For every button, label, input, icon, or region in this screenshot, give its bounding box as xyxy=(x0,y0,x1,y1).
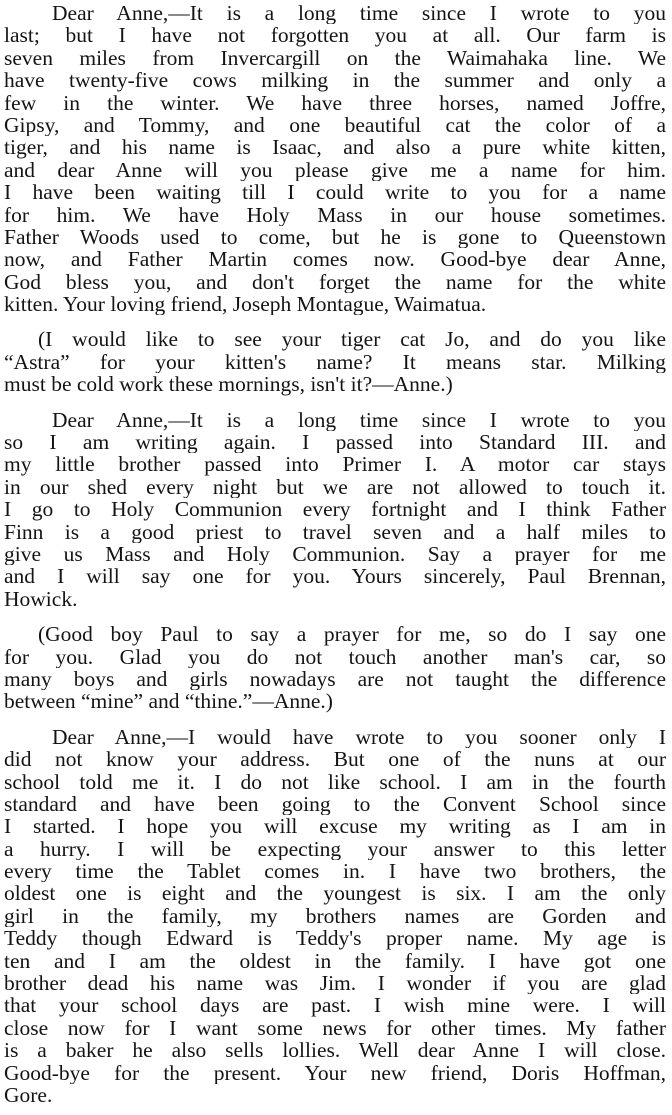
text-line: kitten. Your loving friend, Joseph Montague, Waimatua. xyxy=(4,293,487,316)
text-line: “Astra” for your kitten's name? It means star. Milking xyxy=(4,350,666,374)
text-line: standard and have been going to the Convent School since xyxy=(4,792,666,816)
text-line: (I would like to see your tiger cat Jo, and do you like xyxy=(38,328,666,351)
text-line: every time the Tablet comes in. I have two brothers, the xyxy=(4,860,666,883)
text-line: close now for I want some news for other times. My father xyxy=(4,1016,666,1040)
text-line: seven miles from Invercargill on the Waimahaka line. We xyxy=(4,46,666,70)
text-line: few in the winter. We have three horses, named Joffre, xyxy=(4,91,666,114)
text-line: and I will say one for you. Yours sincerely, Paul Brennan, xyxy=(4,565,666,588)
text-line: last; but I have not forgotten you at all. Our farm is xyxy=(4,24,666,47)
reply-to-paul xyxy=(4,623,666,713)
reply-to-joseph xyxy=(4,328,666,395)
text-line: Good-bye for the present. Your new friend, Doris Hoffman, xyxy=(4,1061,666,1084)
text-line: tiger, and his name is Isaac, and also a pure white kitten, xyxy=(4,136,666,159)
text-line: that your school days are past. I wish mine were. I will xyxy=(4,994,666,1017)
text-line: oldest one is eight and the youngest is six. I am the only xyxy=(4,882,666,905)
text-line: Finn is a good priest to travel seven and a half miles to xyxy=(4,520,666,543)
text-line: now, and Father Martin comes now. Good-bye dear Anne, xyxy=(4,248,666,271)
text-line: must be cold work these mornings, isn't it?—Anne.) xyxy=(4,373,453,396)
text-line: girl in the family, my brothers names are Gorden and xyxy=(4,904,666,928)
text-line: between “mine” and “thine.”—Anne.) xyxy=(4,690,333,713)
text-line: a hurry. I will be expecting your answer to this letter xyxy=(4,837,666,861)
text-line: have twenty-five cows milking in the summer and only a xyxy=(4,69,666,92)
text-line: and dear Anne will you please give me a name for him. xyxy=(4,158,666,182)
letter-paul-brennan xyxy=(4,409,666,611)
letter-doris-hoffman xyxy=(4,726,666,1107)
text-line: I go to Holy Communion every fortnight and I think Father xyxy=(4,498,666,521)
text-line: ten and I am the oldest in the family. I have got one xyxy=(4,949,666,973)
text-line: give us Mass and Holy Communion. Say a prayer for me xyxy=(4,542,666,566)
text-line: Dear Anne,—I would have wrote to you sooner only I xyxy=(52,725,666,749)
text-line: Howick. xyxy=(4,587,78,611)
text-line: (Good boy Paul to say a prayer for me, so do I say one xyxy=(38,623,666,646)
text-line: I started. I hope you will excuse my writing as I am in xyxy=(4,815,666,838)
letter-joseph-montague xyxy=(4,2,666,315)
text-line: Dear Anne,—It is a long time since I wrote to you xyxy=(52,2,666,25)
text-line: is a baker he also sells lollies. Well dear Anne I will close. xyxy=(4,1039,666,1062)
text-line: my little brother passed into Primer I. A motor car stays xyxy=(4,453,666,476)
text-line: school told me it. I do not like school. I am in the fourth xyxy=(4,770,666,793)
text-line: God bless you, and don't forget the name for the white xyxy=(4,270,666,294)
text-line: for him. We have Holy Mass in our house sometimes. xyxy=(4,203,666,226)
text-line: Father Woods used to come, but he is gone to Queenstown xyxy=(4,225,666,249)
text-line: in our shed every night but we are not allowed to touch it. xyxy=(4,475,666,499)
text-line: many boys and girls nowadays are not taught the difference xyxy=(4,667,666,691)
text-line: Gipsy, and Tommy, and one beautiful cat the color of a xyxy=(4,113,666,137)
text-line: Dear Anne,—It is a long time since I wrote to you xyxy=(52,408,666,432)
text-line: I have been waiting till I could write to you for a name xyxy=(4,181,666,204)
text-line: Gore. xyxy=(4,1083,53,1107)
text-line: Teddy though Edward is Teddy's proper name. My age is xyxy=(4,927,666,950)
text-line: brother dead his name was Jim. I wonder if you are glad xyxy=(4,972,666,995)
text-line: so I am writing again. I passed into Standard III. and xyxy=(4,431,666,454)
text-line: for you. Glad you do not touch another man's car, so xyxy=(4,645,666,668)
text-line: did not know your address. But one of the nuns at our xyxy=(4,748,666,771)
